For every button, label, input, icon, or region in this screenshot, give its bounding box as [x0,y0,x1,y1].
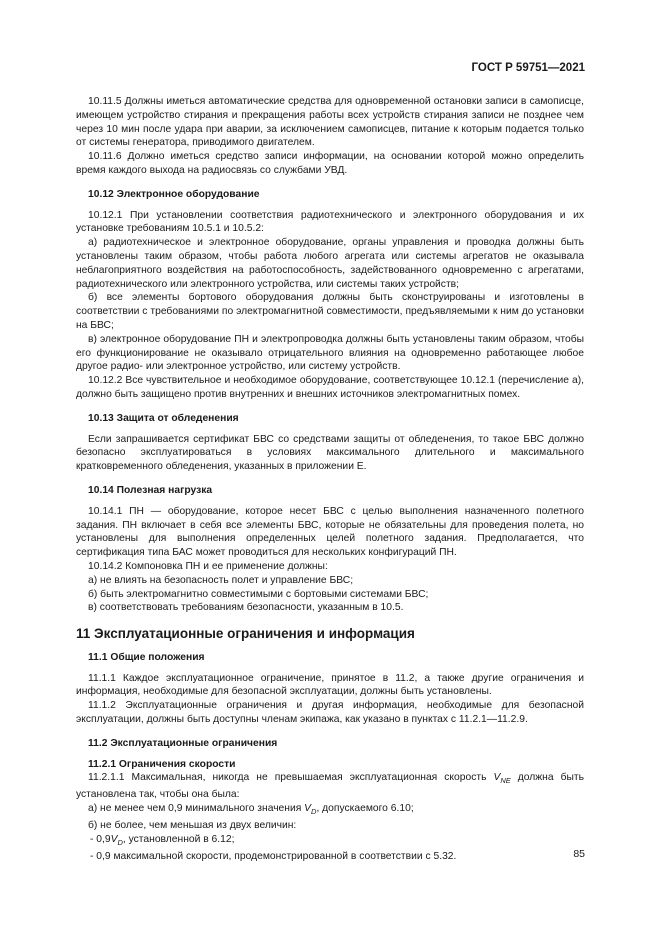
subscript-ne: NE [500,776,511,786]
paragraph-11-2-1-1 [76,771,584,802]
heading-10-14: 10.14 Полезная нагрузка [88,484,213,496]
text-span: должна быть установлена так, чтобы она была: [76,772,584,801]
subscript-d: D [311,807,317,817]
paragraph-11-2-1-1-a [76,802,584,819]
text-span: 11.2.1.1 Максимальная, никогда не превышаемая эксплуатационная скорость [88,772,494,784]
paragraph-10-11-6: 10.11.6 Должно иметься средство записи информации, на основании которой можно определить время каждого выхода на радиосвязь со службами УВД. [76,151,584,176]
variable-v: V [304,803,312,815]
variable-v: V [493,772,501,784]
heading-10-12: 10.12 Электронное оборудование [88,188,260,200]
paragraph-11-2-1-1-b-2: - 0,9 максимальной скорости, продемонстрированной в соответствии с 5.32. [90,850,457,862]
heading-10-13: 10.13 Защита от обледенения [88,412,239,424]
text-span: , допускаемого 6.10; [316,803,414,815]
heading-11-2-1: 11.2.1 Ограничения скорости [88,758,236,770]
paragraph-10-14-2: 10.14.2 Компоновка ПН и ее применение должны: [88,560,328,572]
paragraph-10-13: Если запрашивается сертификат БВС со средствами защиты от обледенения, то такое БВС должно безопасно эксплуатироваться в условиях максимального длительного и максимального кратковременного обледенения, указанных в приложении Е. [76,433,584,473]
document-body [76,95,584,863]
paragraph-10-14-1: 10.14.1 ПН — оборудование, которое несет БВС с целью выполнения назначенного полетного задания. ПН включает в себя все элементы БВС, которые не обязательны для проведения полета, но установлены для выполнения определенных целей полетного задания. Предполагается, что сертификация типа БАС может проводиться для нескольких конфигураций ПН. [76,505,584,559]
variable-v: V [110,833,118,845]
paragraph-10-12-1-a: а) радиотехническое и электронное оборудование, органы управления и проводка должны быть установлены таким образом, чтобы работа любого агрегата или системы агрегатов не оказывала неблагоприятного воздействия на работоспособность, задействованного одновременно с агрегатами, радиотехнического или электронного устройства, или системы таких устройств; [76,237,584,290]
paragraph-10-12-2: 10.12.2 Все чувствительное и необходимое оборудование, соответствующее 10.12.1 (перечисление а), должно быть защищено против внутренних и внешних источников электромагнитных помех. [76,375,584,400]
text-span: , установленной в 6.12; [122,833,235,845]
paragraph-10-14-2-a: а) не влиять на безопасность полет и управление БВС; [88,574,354,586]
paragraph-10-12-1-c: в) электронное оборудование ПН и электропроводка должны быть установлены таким образом, чтобы его функционирование не оказывало отрицательного влияния на одновременно работающее любое другое радио- или электронное устройство, или систему устройств. [76,333,584,373]
paragraph-11-2-1-1-b: б) не более, чем меньшая из двух величин: [88,819,297,831]
paragraph-10-14-2-c: в) соответствовать требованиям безопасности, указанным в 10.5. [88,602,404,614]
paragraph-11-2-1-1-b-1 [76,833,584,850]
paragraph-10-11-5: 10.11.5 Должны иметься автоматические средства для одновременной остановки записи в самописце, имеющем устройство стирания и прекращения работы всех устройств стирания записи не позднее чем через 10 мин после удара при аварии, за исключением самописцев, питание к которым подается только от системы генератора, приводимого двигателем. [76,96,584,149]
text-span: - 0,9 [90,833,111,845]
document-header-id: ГОСТ Р 59751—2021 [471,62,585,74]
subscript-d: D [117,837,123,847]
section-heading-11: 11 Эксплуатационные ограничения и информация [76,626,415,642]
paragraph-10-12-1-b: б) все элементы бортового оборудования должны быть сконструированы и изготовлены в соответствии с требованиями по электромагнитной совместимости, предъявляемыми к ним до установки на БВС; [76,292,584,331]
paragraph-10-14-2-b: б) быть электромагнитно совместимыми с бортовыми системами БВС; [88,588,429,600]
paragraph-10-12-1: 10.12.1 При установлении соответствия радиотехнического и электронного оборудования и их установке требованиям 10.5.1 и 10.5.2: [76,209,584,235]
heading-11-2: 11.2 Эксплуатационные ограничения [88,737,278,749]
heading-11-1: 11.1 Общие положения [88,651,205,663]
text-span: а) не менее чем 0,9 минимального значения [88,803,305,815]
paragraph-11-1-2: 11.1.2 Эксплуатационные ограничения и другая информация, необходимые для безопасной эксплуатации, должны быть доступны членам экипажа, как указано в пунктах с 11.2.1—11.2.9. [76,700,584,726]
page-number: 85 [573,848,585,860]
paragraph-11-1-1: 11.1.1 Каждое эксплуатационное ограничение, принятое в 11.2, а также другие ограничения и информация, необходимые для безопасной эксплуатации, должны быть установлены. [76,672,584,698]
